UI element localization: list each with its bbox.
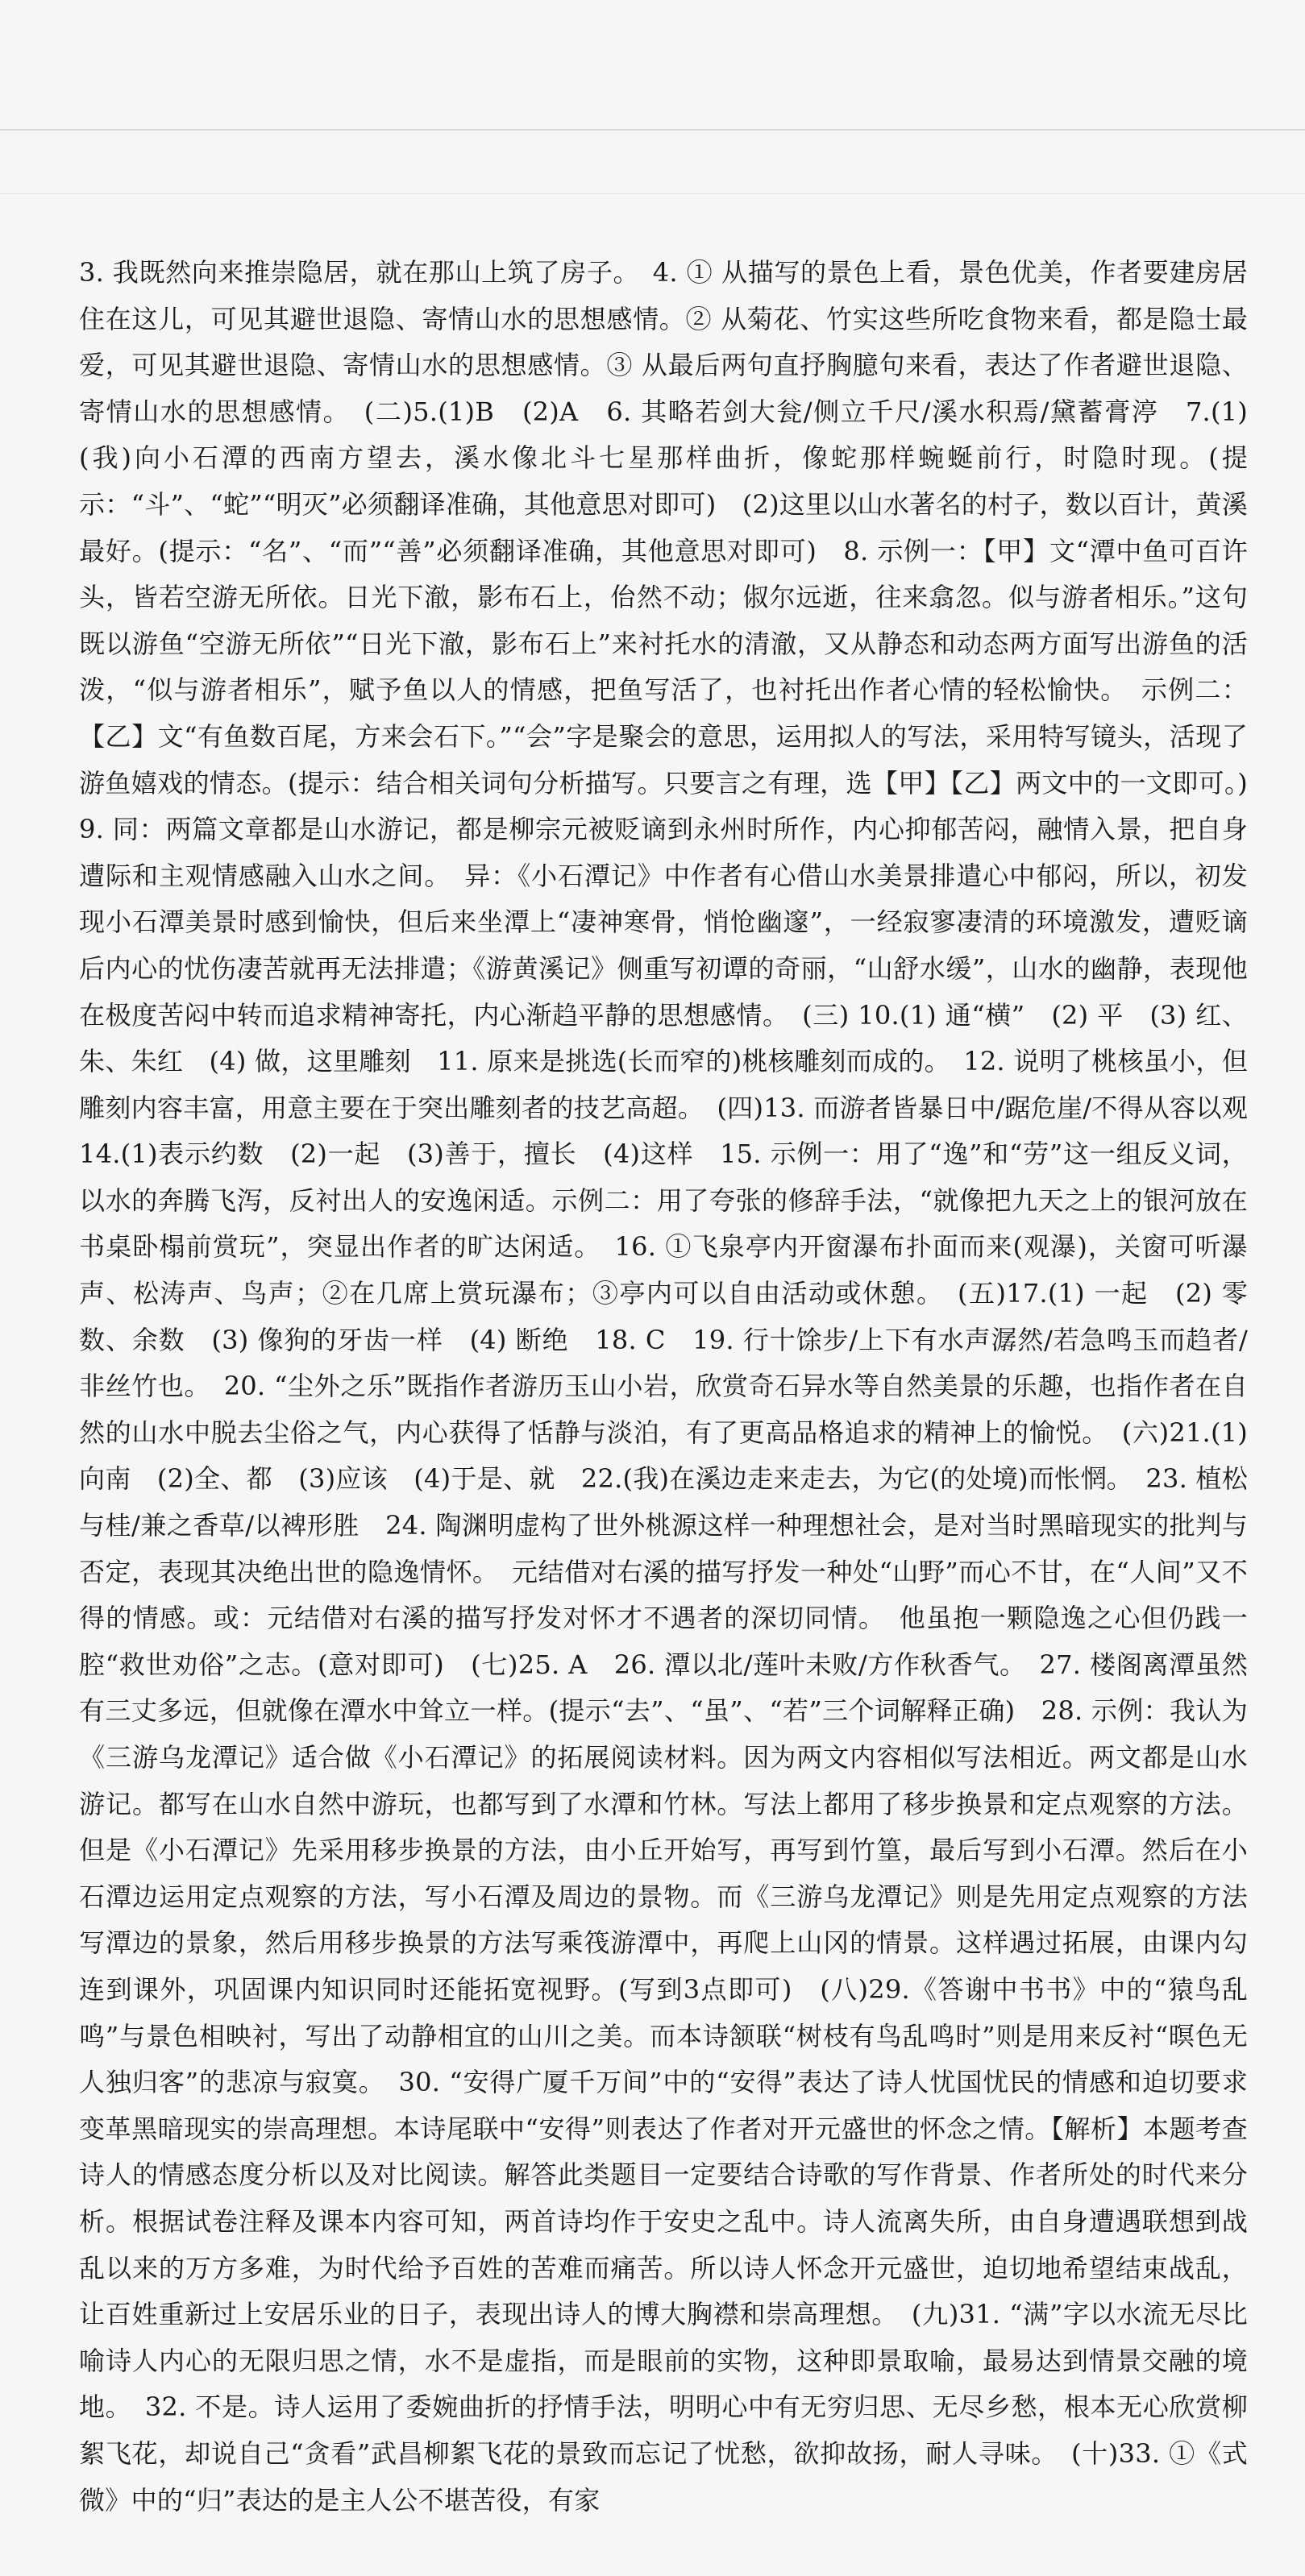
header-rule [0,129,1305,131]
header-rule-secondary [0,193,1305,194]
answer-page [79,250,1274,2524]
answer-text: 3. 我既然向来推崇隐居，就在那山上筑了房子。 4. ① 从描写的景色上看，景色优美，作者要建房居住在这儿，可见其避世退隐、寄情山水的思想感情。② 从菊花、竹实这些所吃食物来看，都是隐士最爱，可见其避世退隐、寄情山水的思想感情。③ 从最后两句直抒胸臆句来看，表达了作者避世退隐、寄情山水的思想感情。 (二)5.(1)B (2)A 6. 其略若剑大瓮/侧立千尺/溪水积焉/黛蓄膏渟 7.(1)(我)向小石潭的西南方望去，溪水像北斗七星那样曲折，像蛇那样蜿蜒前行，时隐时现。(提示：“斗”、“蛇”“明灭”必须翻译准确，其他意思对即可) (2)这里以山水著名的村子，数以百计，黄溪最好。(提示：“名”、“而”“善”必须翻译准确，其他意思对即可) 8. 示例一：【甲】文“潭中鱼可百许头，皆若空游无所依。日光下澈，影布石上，佁然不动；俶尔远逝，往来翕忽。似与游者相乐。”这句既以游鱼“空游无所依”“日光下澈，影布石上”来衬托水的清澈，又从静态和动态两方面写出游鱼的活泼，“似与游者相乐”，赋予鱼以人的情感，把鱼写活了，也衬托出作者心情的轻松愉快。 示例二：【乙】文“有鱼数百尾，方来会石下。”“会”字是聚会的意思，运用拟人的写法，采用特写镜头，活现了游鱼嬉戏的情态。(提示：结合相关词句分析描写。只要言之有理，选【甲】【乙】两文中的一文即可。) 9. 同：两篇文章都是山水游记，都是柳宗元被贬谪到永州时所作，内心抑郁苦闷，融情入景，把自身遭际和主观情感融入山水之间。 异：《小石潭记》中作者有心借山水美景排遣心中郁闷，所以，初发现小石潭美景时感到愉快，但后来坐潭上“凄神寒骨，悄怆幽邃”，一经寂寥凄清的环境激发，遭贬谪后内心的忧伤凄苦就再无法排遣；《游黄溪记》侧重写初谭的奇丽，“山舒水缓”，山水的幽静，表现他在极度苦闷中转而追求精神寄托，内心渐趋平静的思想感情。 (三) 10.(1) 通“横” (2) 平 (3) 红、朱、朱红 (4) 做，这里雕刻 11. 原来是挑选(长而窄的)桃核雕刻而成的。 12. 说明了桃核虽小，但雕刻内容丰富，用意主要在于突出雕刻者的技艺高超。 (四)13. 而游者皆暴日中/踞危崖/不得从容以观 14.(1)表示约数 (2)一起 (3)善于，擅长 (4)这样 15. 示例一：用了“逸”和“劳”这一组反义词，以水的奔腾飞泻，反衬出人的安逸闲适。示例二：用了夸张的修辞手法，“就像把九天之上的银河放在书桌卧榻前赏玩”，突显出作者的旷达闲适。 16. ①飞泉亭内开窗瀑布扑面而来(观瀑)，关窗可听瀑声、松涛声、鸟声；②在几席上赏玩瀑布；③亭内可以自由活动或休憩。 (五)17.(1) 一起 (2) 零数、余数 (3) 像狗的牙齿一样 (4) 断绝 18. C 19. 行十馀步/上下有水声潺然/若急鸣玉而趋者/非丝竹也。 20. “尘外之乐”既指作者游历玉山小岩，欣赏奇石异水等自然美景的乐趣，也指作者在自然的山水中脱去尘俗之气，内心获得了恬静与淡泊，有了更高品格追求的精神上的愉悦。 (六)21.(1)向南 (2)全、都 (3)应该 (4)于是、就 22.(我)在溪边走来走去，为它(的处境)而怅惘。 23. 植松与桂/兼之香草/以裨形胜 24. 陶渊明虚构了世外桃源这样一种理想社会，是对当时黑暗现实的批判与否定，表现其决绝出世的隐逸情怀。 元结借对右溪的描写抒发一种处“山野”而心不甘，在“人间”又不得的情感。或：元结借对右溪的描写抒发对怀才不遇者的深切同情。 他虽抱一颗隐逸之心但仍践一腔“救世劝俗”之志。(意对即可) (七)25. A 26. 潭以北/莲叶未败/方作秋香气。 27. 楼阁离潭虽然有三丈多远，但就像在潭水中耸立一样。(提示“去”、“虽”、“若”三个词解释正确) 28. 示例：我认为《三游乌龙潭记》适合做《小石潭记》的拓展阅读材料。因为两文内容相似写法相近。两文都是山水游记。都写在山水自然中游玩，也都写到了水潭和竹林。写法上都用了移步换景和定点观察的方法。但是《小石潭记》先采用移步换景的方法，由小丘开始写，再写到竹篁，最后写到小石潭。然后在小石潭边运用定点观察的方法，写小石潭及周边的景物。而《三游乌龙潭记》则是先用定点观察的方法写潭边的景象，然后用移步换景的方法写乘筏游潭中，再爬上山冈的情景。这样遇过拓展，由课内勾连到课外，巩固课内知识同时还能拓宽视野。(写到3点即可) (八)29.《答谢中书书》中的“猿鸟乱鸣”与景色相映衬，写出了动静相宜的山川之美。而本诗颔联“树枝有鸟乱鸣时”则是用来反衬“暝色无人独归客”的悲凉与寂寞。 30. “安得广厦千万间”中的“安得”表达了诗人忧国忧民的情感和迫切要求变革黑暗现实的崇高理想。本诗尾联中“安得”则表达了作者对开元盛世的怀念之情。【解析】本题考查诗人的情感态度分析以及对比阅读。解答此类题目一定要结合诗歌的写作背景、作者所处的时代来分析。根据试卷注释及课本内容可知，两首诗均作于安史之乱中。诗人流离失所，由自身遭遇联想到战乱以来的万方多难，为时代给予百姓的苦难而痛苦。所以诗人怀念开元盛世，迫切地希望结束战乱，让百姓重新过上安居乐业的日子，表现出诗人的博大胸襟和崇高理想。 (九)31. “满”字以水流无尽比喻诗人内心的无限归思之情，水不是虚指，而是眼前的实物，这种即景取喻，最易达到情景交融的境地。 32. 不是。诗人运用了委婉曲折的抒情手法，明明心中有无穷归思、无尽乡愁，根本无心欣赏柳絮飞花，却说自己“贪看”武昌柳絮飞花的景致而忘记了忧愁，欲抑故扬，耐人寻味。 (十)33. ①《式微》中的“归”表达的是主人公不堪苦役，有家 [79,257,1274,2516]
